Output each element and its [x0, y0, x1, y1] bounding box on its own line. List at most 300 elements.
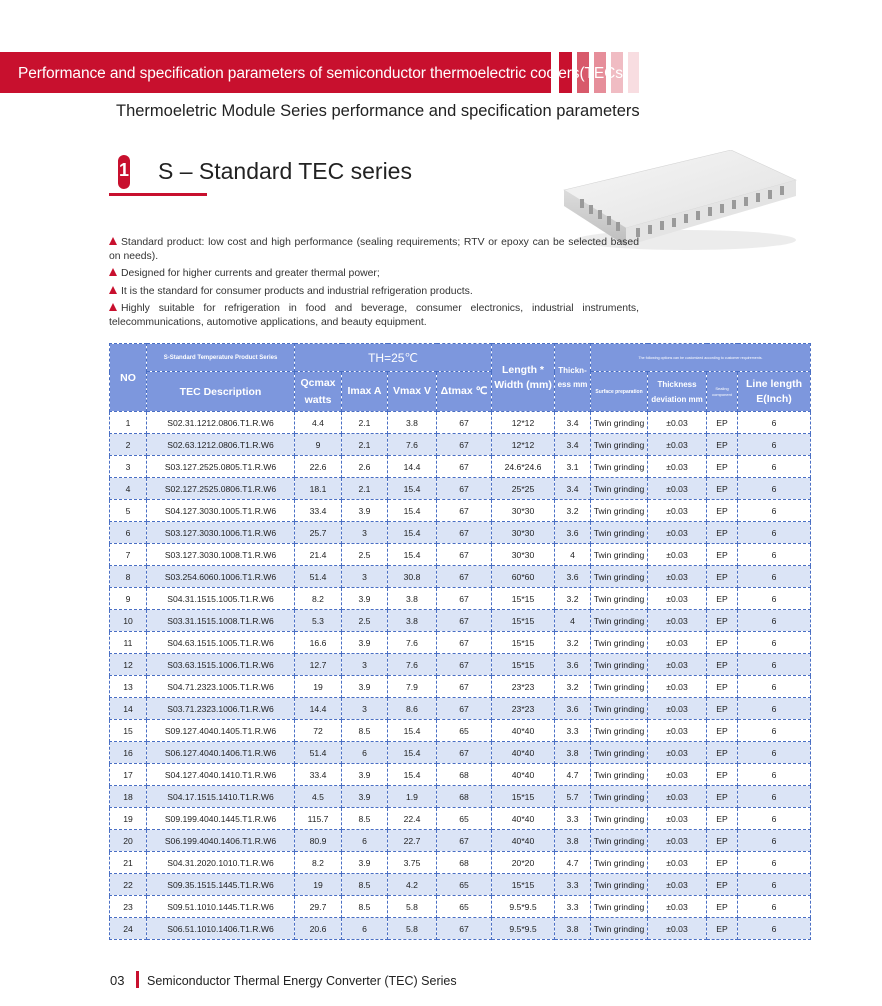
table-cell: ±0.03: [648, 918, 707, 940]
col-header-thickness: Thickn-ess mm: [555, 344, 591, 412]
table-cell: S09.127.4040.1405.T1.R.W6: [147, 720, 295, 742]
table-cell: 40*40: [492, 764, 555, 786]
table-cell: S09.35.1515.1445.T1.R.W6: [147, 874, 295, 896]
table-cell: 16: [110, 742, 147, 764]
banner-title: Performance and specification parameters of semiconductor thermoelectric coolers(TECs: [18, 65, 623, 82]
table-cell: ±0.03: [648, 698, 707, 720]
table-cell: 3: [110, 456, 147, 478]
table-cell: 40*40: [492, 830, 555, 852]
table-cell: 5: [110, 500, 147, 522]
table-row: [110, 654, 811, 676]
table-cell: EP: [707, 500, 738, 522]
table-cell: 6: [738, 500, 811, 522]
col-header-series: S-Standard Temperature Product Series: [147, 344, 295, 372]
table-cell: Twin grinding: [591, 610, 648, 632]
table-cell: 6: [738, 742, 811, 764]
table-cell: 2: [110, 434, 147, 456]
table-cell: 6: [738, 566, 811, 588]
table-cell: 24: [110, 918, 147, 940]
table-cell: 20.6: [295, 918, 342, 940]
table-cell: 68: [437, 786, 492, 808]
table-cell: 3.8: [555, 830, 591, 852]
table-cell: 9: [110, 588, 147, 610]
table-row: [110, 742, 811, 764]
table-cell: 6: [738, 544, 811, 566]
table-cell: S03.31.1515.1008.T1.R.W6: [147, 610, 295, 632]
table-cell: 14.4: [295, 698, 342, 720]
table-cell: Twin grinding: [591, 566, 648, 588]
table-cell: 3.6: [555, 566, 591, 588]
table-cell: EP: [707, 654, 738, 676]
table-cell: S06.127.4040.1406.T1.R.W6: [147, 742, 295, 764]
table-cell: 3.1: [555, 456, 591, 478]
table-cell: 3.8: [388, 412, 437, 434]
table-cell: Twin grinding: [591, 588, 648, 610]
table-cell: ±0.03: [648, 830, 707, 852]
table-cell: 65: [437, 874, 492, 896]
table-cell: 67: [437, 434, 492, 456]
table-row: [110, 918, 811, 940]
table-row: [110, 478, 811, 500]
col-header-surface: Surface preparation: [591, 372, 648, 412]
table-cell: 6: [738, 918, 811, 940]
table-cell: 4.5: [295, 786, 342, 808]
table-cell: 68: [437, 764, 492, 786]
table-cell: 40*40: [492, 742, 555, 764]
table-cell: 8.5: [342, 808, 388, 830]
table-cell: 2.1: [342, 412, 388, 434]
table-cell: S06.199.4040.1406.T1.R.W6: [147, 830, 295, 852]
table-cell: 2.6: [342, 456, 388, 478]
table-cell: 67: [437, 456, 492, 478]
table-cell: 15*15: [492, 588, 555, 610]
table-cell: 5.8: [388, 896, 437, 918]
table-cell: 6: [738, 588, 811, 610]
table-cell: EP: [707, 478, 738, 500]
table-cell: 20: [110, 830, 147, 852]
table-cell: EP: [707, 808, 738, 830]
table-row: [110, 544, 811, 566]
table-cell: ±0.03: [648, 588, 707, 610]
table-cell: 4.7: [555, 764, 591, 786]
table-cell: 40*40: [492, 720, 555, 742]
table-cell: S02.63.1212.0806.T1.R.W6: [147, 434, 295, 456]
feature-item: Standard product: low cost and high performance (sealing requirements; RTV or epoxy can be selected based on needs).: [109, 237, 639, 262]
table-cell: 8.5: [342, 896, 388, 918]
table-cell: 3: [342, 566, 388, 588]
table-cell: 5.3: [295, 610, 342, 632]
table-cell: 6: [738, 434, 811, 456]
table-cell: 68: [437, 852, 492, 874]
table-cell: 4: [555, 544, 591, 566]
col-header-th: TH=25℃: [295, 344, 492, 372]
table-cell: ±0.03: [648, 500, 707, 522]
table-cell: 67: [437, 412, 492, 434]
table-cell: 67: [437, 522, 492, 544]
table-cell: 6: [738, 522, 811, 544]
triangle-bullet-icon: [109, 237, 117, 245]
table-cell: EP: [707, 588, 738, 610]
table-cell: S09.199.4040.1445.T1.R.W6: [147, 808, 295, 830]
table-cell: 20*20: [492, 852, 555, 874]
table-cell: 25*25: [492, 478, 555, 500]
table-cell: Twin grinding: [591, 676, 648, 698]
table-cell: 18.1: [295, 478, 342, 500]
table-cell: 16.6: [295, 632, 342, 654]
table-cell: 33.4: [295, 764, 342, 786]
feature-list: [109, 236, 639, 333]
table-cell: ±0.03: [648, 632, 707, 654]
table-cell: S02.31.1212.0806.T1.R.W6: [147, 412, 295, 434]
table-cell: 6: [738, 896, 811, 918]
table-cell: 3.8: [388, 610, 437, 632]
table-cell: 15*15: [492, 786, 555, 808]
table-cell: 3.3: [555, 874, 591, 896]
table-cell: 8.2: [295, 588, 342, 610]
table-row: [110, 698, 811, 720]
table-cell: S03.71.2323.1006.T1.R.W6: [147, 698, 295, 720]
table-cell: EP: [707, 412, 738, 434]
col-header-tec-description: TEC Description: [147, 372, 295, 412]
table-cell: 3.9: [342, 786, 388, 808]
table-cell: 6: [738, 654, 811, 676]
table-cell: 2.5: [342, 610, 388, 632]
col-header-qcmax: Qcmax watts: [295, 372, 342, 412]
table-cell: EP: [707, 896, 738, 918]
table-cell: 4.4: [295, 412, 342, 434]
table-cell: 15: [110, 720, 147, 742]
table-row: [110, 588, 811, 610]
table-cell: Twin grinding: [591, 742, 648, 764]
table-cell: 51.4: [295, 566, 342, 588]
table-cell: Twin grinding: [591, 698, 648, 720]
table-cell: 3: [342, 522, 388, 544]
table-row: [110, 852, 811, 874]
table-cell: 8.5: [342, 720, 388, 742]
table-cell: 7.6: [388, 654, 437, 676]
table-cell: 6: [738, 698, 811, 720]
table-cell: 7.9: [388, 676, 437, 698]
table-cell: 3.4: [555, 434, 591, 456]
table-cell: 3.75: [388, 852, 437, 874]
table-cell: EP: [707, 830, 738, 852]
table-cell: EP: [707, 918, 738, 940]
table-cell: 12*12: [492, 434, 555, 456]
table-cell: 3.2: [555, 500, 591, 522]
table-cell: 67: [437, 632, 492, 654]
table-cell: ±0.03: [648, 478, 707, 500]
table-cell: 6: [738, 632, 811, 654]
table-cell: 21.4: [295, 544, 342, 566]
table-cell: 3: [342, 698, 388, 720]
table-cell: Twin grinding: [591, 874, 648, 896]
table-cell: 67: [437, 698, 492, 720]
table-cell: S04.63.1515.1005.T1.R.W6: [147, 632, 295, 654]
table-cell: 67: [437, 676, 492, 698]
table-cell: 80.9: [295, 830, 342, 852]
table-cell: Twin grinding: [591, 412, 648, 434]
table-cell: 1: [110, 412, 147, 434]
table-cell: 15*15: [492, 632, 555, 654]
table-cell: 22.4: [388, 808, 437, 830]
table-cell: 2.5: [342, 544, 388, 566]
table-row: [110, 830, 811, 852]
table-cell: ±0.03: [648, 676, 707, 698]
table-cell: 11: [110, 632, 147, 654]
table-cell: 1.9: [388, 786, 437, 808]
table-cell: 2.1: [342, 434, 388, 456]
table-cell: ±0.03: [648, 808, 707, 830]
table-cell: 7.6: [388, 434, 437, 456]
table-cell: Twin grinding: [591, 786, 648, 808]
col-header-options: The following options can be customized according to customer requirements.: [591, 344, 811, 372]
table-cell: 15.4: [388, 764, 437, 786]
triangle-bullet-icon: [109, 286, 117, 294]
table-cell: 3.9: [342, 676, 388, 698]
table-cell: 3.9: [342, 500, 388, 522]
table-cell: 23*23: [492, 676, 555, 698]
table-row: [110, 500, 811, 522]
section-title: S – Standard TEC series: [158, 158, 412, 184]
table-cell: Twin grinding: [591, 456, 648, 478]
table-cell: S03.127.2525.0805.T1.R.W6: [147, 456, 295, 478]
table-cell: 9: [295, 434, 342, 456]
table-cell: 15.4: [388, 742, 437, 764]
table-cell: S03.254.6060.1006.T1.R.W6: [147, 566, 295, 588]
table-row: [110, 632, 811, 654]
table-cell: 12: [110, 654, 147, 676]
table-row: [110, 720, 811, 742]
table-row: [110, 786, 811, 808]
table-cell: 23*23: [492, 698, 555, 720]
table-cell: 14: [110, 698, 147, 720]
table-cell: EP: [707, 764, 738, 786]
table-cell: ±0.03: [648, 654, 707, 676]
table-row: [110, 874, 811, 896]
table-cell: 6: [738, 478, 811, 500]
table-cell: 19: [295, 874, 342, 896]
table-cell: 3.9: [342, 588, 388, 610]
table-row: [110, 896, 811, 918]
table-cell: ±0.03: [648, 566, 707, 588]
table-cell: S06.51.1010.1406.T1.R.W6: [147, 918, 295, 940]
table-cell: Twin grinding: [591, 522, 648, 544]
table-cell: 3.6: [555, 698, 591, 720]
table-cell: ±0.03: [648, 720, 707, 742]
table-cell: EP: [707, 522, 738, 544]
table-cell: 30*30: [492, 522, 555, 544]
table-row: [110, 808, 811, 830]
table-cell: 2.1: [342, 478, 388, 500]
table-cell: 19: [295, 676, 342, 698]
table-cell: 51.4: [295, 742, 342, 764]
table-cell: EP: [707, 676, 738, 698]
table-cell: 4.2: [388, 874, 437, 896]
table-cell: 9.5*9.5: [492, 918, 555, 940]
table-cell: 18: [110, 786, 147, 808]
table-cell: 8: [110, 566, 147, 588]
table-cell: 67: [437, 918, 492, 940]
table-cell: 3.9: [342, 764, 388, 786]
table-row: [110, 456, 811, 478]
table-cell: Twin grinding: [591, 808, 648, 830]
table-cell: ±0.03: [648, 742, 707, 764]
table-cell: 19: [110, 808, 147, 830]
table-cell: 60*60: [492, 566, 555, 588]
table-cell: EP: [707, 698, 738, 720]
table-cell: EP: [707, 456, 738, 478]
table-cell: 6: [738, 610, 811, 632]
col-header-sealing: Sealing component: [707, 372, 738, 412]
table-cell: ±0.03: [648, 434, 707, 456]
table-cell: EP: [707, 544, 738, 566]
table-cell: 6: [738, 456, 811, 478]
table-cell: ±0.03: [648, 544, 707, 566]
table-cell: ±0.03: [648, 412, 707, 434]
table-cell: 21: [110, 852, 147, 874]
table-cell: 13: [110, 676, 147, 698]
table-cell: 5.8: [388, 918, 437, 940]
table-cell: 115.7: [295, 808, 342, 830]
table-cell: 3.4: [555, 478, 591, 500]
table-cell: 67: [437, 500, 492, 522]
table-cell: 15*15: [492, 874, 555, 896]
table-cell: 65: [437, 896, 492, 918]
feature-item: Designed for higher currents and greater thermal power;: [109, 267, 639, 281]
table-cell: 12*12: [492, 412, 555, 434]
table-cell: S02.127.2525.0806.T1.R.W6: [147, 478, 295, 500]
table-cell: 67: [437, 830, 492, 852]
table-cell: 14.4: [388, 456, 437, 478]
table-cell: 30*30: [492, 500, 555, 522]
col-header-dtmax: Δtmax ℃: [437, 372, 492, 412]
table-cell: Twin grinding: [591, 764, 648, 786]
table-cell: ±0.03: [648, 522, 707, 544]
table-cell: 6: [738, 830, 811, 852]
table-cell: 6: [738, 786, 811, 808]
table-cell: 3: [342, 654, 388, 676]
table-cell: 6: [342, 830, 388, 852]
table-cell: 6: [342, 918, 388, 940]
table-cell: 67: [437, 610, 492, 632]
table-cell: 33.4: [295, 500, 342, 522]
table-row: [110, 566, 811, 588]
table-cell: 5.7: [555, 786, 591, 808]
table-cell: 67: [437, 654, 492, 676]
table-cell: 25.7: [295, 522, 342, 544]
table-cell: EP: [707, 874, 738, 896]
table-cell: 24.6*24.6: [492, 456, 555, 478]
table-cell: S04.127.3030.1005.T1.R.W6: [147, 500, 295, 522]
table-cell: 65: [437, 808, 492, 830]
table-cell: 4.7: [555, 852, 591, 874]
table-cell: 3.9: [342, 852, 388, 874]
table-cell: EP: [707, 434, 738, 456]
spec-table-body: [110, 412, 811, 940]
table-cell: ±0.03: [648, 456, 707, 478]
table-cell: ±0.03: [648, 610, 707, 632]
table-row: [110, 764, 811, 786]
table-cell: EP: [707, 720, 738, 742]
table-cell: 3.3: [555, 896, 591, 918]
table-cell: EP: [707, 610, 738, 632]
table-cell: ±0.03: [648, 874, 707, 896]
table-cell: EP: [707, 786, 738, 808]
table-cell: Twin grinding: [591, 896, 648, 918]
col-header-no: NO: [110, 344, 147, 412]
triangle-bullet-icon: [109, 268, 117, 276]
table-cell: 22: [110, 874, 147, 896]
table-cell: 3.2: [555, 588, 591, 610]
table-cell: 8.5: [342, 874, 388, 896]
section-number: 1: [118, 160, 129, 180]
table-cell: 30*30: [492, 544, 555, 566]
col-header-imax: Imax A: [342, 372, 388, 412]
table-cell: Twin grinding: [591, 720, 648, 742]
table-cell: EP: [707, 742, 738, 764]
table-cell: 3.2: [555, 632, 591, 654]
table-cell: 67: [437, 566, 492, 588]
table-cell: 30.8: [388, 566, 437, 588]
table-cell: S04.127.4040.1410.T1.R.W6: [147, 764, 295, 786]
section-underline: [109, 193, 207, 196]
table-cell: 3.4: [555, 412, 591, 434]
table-cell: 67: [437, 588, 492, 610]
table-cell: 15.4: [388, 544, 437, 566]
table-cell: 22.6: [295, 456, 342, 478]
table-cell: Twin grinding: [591, 654, 648, 676]
table-cell: 3.8: [388, 588, 437, 610]
table-cell: ±0.03: [648, 896, 707, 918]
table-cell: Twin grinding: [591, 918, 648, 940]
table-cell: Twin grinding: [591, 632, 648, 654]
table-row: [110, 522, 811, 544]
table-cell: 15.4: [388, 720, 437, 742]
table-row: [110, 434, 811, 456]
table-cell: 8.2: [295, 852, 342, 874]
table-cell: 12.7: [295, 654, 342, 676]
table-cell: S03.127.3030.1008.T1.R.W6: [147, 544, 295, 566]
spec-table-wrapper: [109, 343, 810, 940]
table-cell: 10: [110, 610, 147, 632]
table-cell: 3.3: [555, 720, 591, 742]
table-cell: 15.4: [388, 478, 437, 500]
feature-item: It is the standard for consumer products and industrial refrigeration products.: [109, 285, 639, 299]
table-cell: 6: [110, 522, 147, 544]
table-cell: 67: [437, 478, 492, 500]
table-cell: 40*40: [492, 808, 555, 830]
table-cell: S04.71.2323.1005.T1.R.W6: [147, 676, 295, 698]
table-row: [110, 412, 811, 434]
table-cell: S03.63.1515.1006.T1.R.W6: [147, 654, 295, 676]
table-cell: 3.6: [555, 654, 591, 676]
table-cell: Twin grinding: [591, 544, 648, 566]
table-cell: 15.4: [388, 522, 437, 544]
table-cell: S04.17.1515.1410.T1.R.W6: [147, 786, 295, 808]
table-cell: 9.5*9.5: [492, 896, 555, 918]
page-subtitle: Thermoeletric Module Series performance and specification parameters: [116, 102, 640, 120]
table-cell: 6: [342, 742, 388, 764]
table-cell: 3.3: [555, 808, 591, 830]
table-cell: 15.4: [388, 500, 437, 522]
col-header-line-length: Line length E(Inch): [738, 372, 811, 412]
table-cell: 3.8: [555, 918, 591, 940]
table-cell: S03.127.3030.1006.T1.R.W6: [147, 522, 295, 544]
spec-table: [109, 343, 811, 940]
table-cell: 6: [738, 412, 811, 434]
table-cell: 17: [110, 764, 147, 786]
table-cell: Twin grinding: [591, 434, 648, 456]
